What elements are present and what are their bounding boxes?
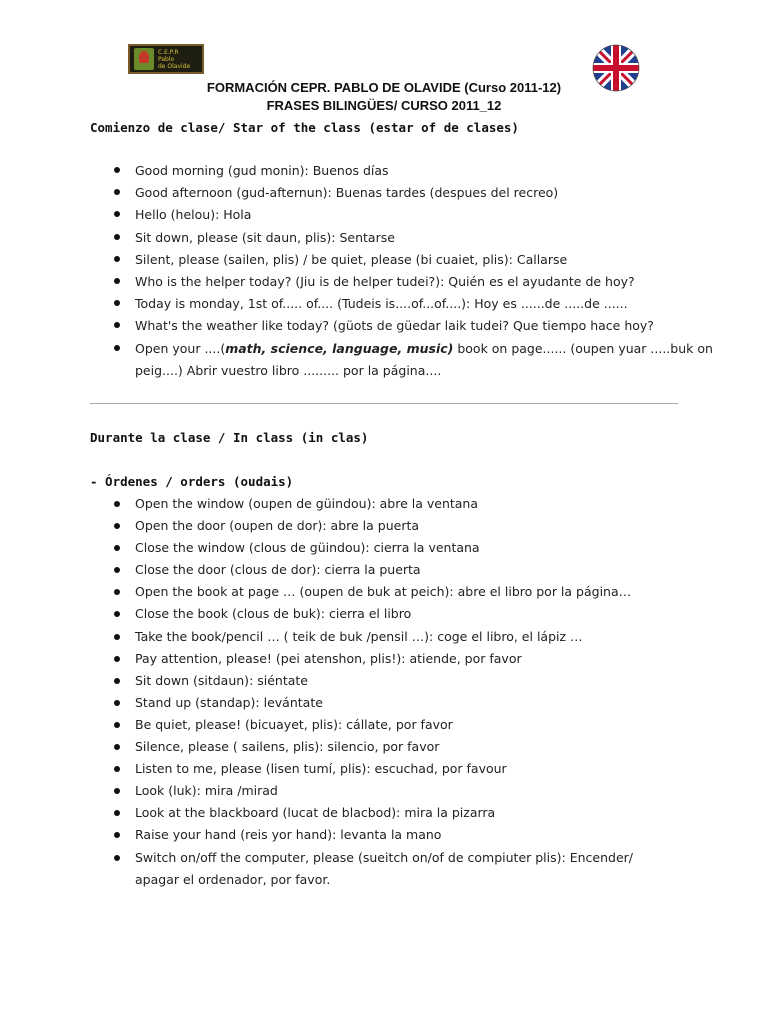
subsection-heading-orders: - Órdenes / orders (oudais) xyxy=(90,474,294,489)
list-item: Close the door (clous de dor): cierra la puerta xyxy=(112,559,633,581)
list-item: Close the book (clous de buk): cierra el libro xyxy=(112,603,633,625)
list-item: Open the door (oupen de dor): abre la puerta xyxy=(112,515,633,537)
list-item-text: book on page...... (oupen yuar .....buk on xyxy=(453,340,713,356)
list-item: Be quiet, please! (bicuayet, plis): cállate, por favor xyxy=(112,714,633,736)
list-item: Close the window (clous de güindou): cierra la ventana xyxy=(112,537,633,559)
school-emblem-icon xyxy=(134,48,154,70)
list-item: Stand up (standap): levántate xyxy=(112,692,633,714)
list-item: Silent, please (sailen, plis) / be quiet, please (bi cuaiet, plis): Callarse xyxy=(112,249,713,271)
list-item: Raise your hand (reis yor hand): levanta la mano xyxy=(112,824,633,846)
phrase-list-orders xyxy=(112,493,633,891)
list-item: Today is monday, 1st of..... of.... (Tudeis is....of...of....): Hoy es ......de .....de ...... xyxy=(112,293,713,315)
list-item: Sit down, please (sit daun, plis): Sentarse xyxy=(112,227,713,249)
list-item: Good afternoon (gud-afternun): Buenas tardes (despues del recreo) xyxy=(112,182,713,204)
list-item: Open the book at page … (oupen de buk at peich): abre el libro por la página… xyxy=(112,581,633,603)
list-item: Take the book/pencil … ( teik de buk /pensil …): coge el libro, el lápiz … xyxy=(112,626,633,648)
list-item: Sit down (sitdaun): siéntate xyxy=(112,670,633,692)
list-item-text: Open your ....( xyxy=(135,340,226,356)
list-item-continuation: apagar el ordenador, por favor. xyxy=(135,871,331,887)
list-item: Look at the blackboard (lucat de blacbod): mira la pizarra xyxy=(112,802,633,824)
section-heading-start-of-class: Comienzo de clase/ Star of the class (estar of de clases) xyxy=(90,120,519,135)
list-item xyxy=(112,338,713,382)
list-item-text: Switch on/off the computer, please (sueitch on/of de compiuter plis): Encender/ xyxy=(135,849,633,865)
list-item: Hello (helou): Hola xyxy=(112,204,713,226)
logo-text: C.E.P.R Pablo de Olavide xyxy=(158,48,191,70)
list-item: What's the weather like today? (güots de güedar laik tudei? Que tiempo hace hoy? xyxy=(112,315,713,337)
list-item-continuation: peig....) Abrir vuestro libro ......... por la página.... xyxy=(135,362,442,378)
list-item: Silence, please ( sailens, plis): silencio, por favor xyxy=(112,736,633,758)
list-item: Look (luk): mira /mirad xyxy=(112,780,633,802)
list-item: Open the window (oupen de güindou): abre la ventana xyxy=(112,493,633,515)
document-subtitle: FRASES BILINGÜES/ CURSO 2011_12 xyxy=(266,98,502,113)
section-divider xyxy=(90,403,678,404)
list-item: Good morning (gud monin): Buenos días xyxy=(112,160,713,182)
list-item xyxy=(112,847,633,891)
list-item: Who is the helper today? (Jiu is de helper tudei?): Quién es el ayudante de hoy? xyxy=(112,271,713,293)
list-item-emphasis: math, science, language, music) xyxy=(225,340,454,356)
section-heading-during-class: Durante la clase / In class (in clas) xyxy=(90,430,369,445)
list-item: Pay attention, please! (pei atenshon, plis!): atiende, por favor xyxy=(112,648,633,670)
document-title: FORMACIÓN CEPR. PABLO DE OLAVIDE (Curso 2011-12) xyxy=(206,80,562,95)
list-item: Listen to me, please (lisen tumí, plis): escuchad, por favour xyxy=(112,758,633,780)
school-logo xyxy=(128,44,204,74)
phrase-list-start-of-class xyxy=(112,160,713,382)
